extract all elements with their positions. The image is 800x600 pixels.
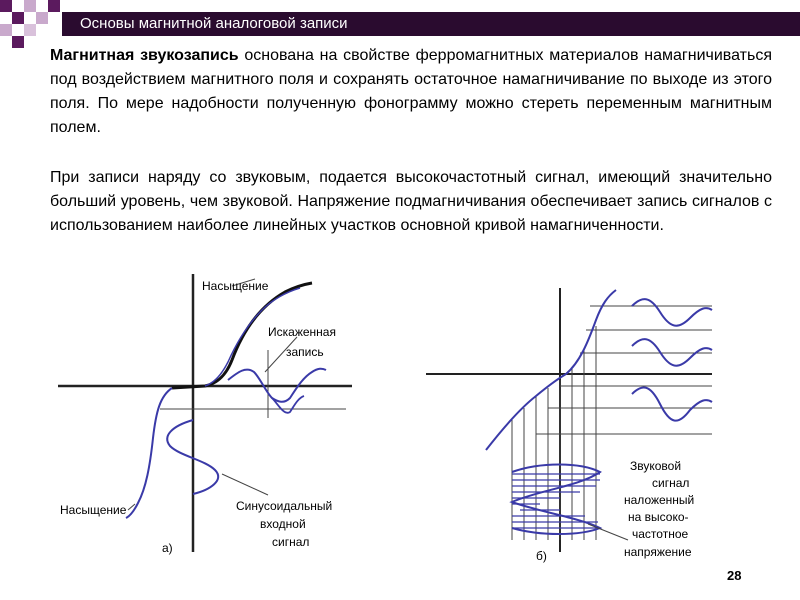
figure-a: [58, 274, 352, 555]
fig-a-label-sine-2: входной: [260, 517, 306, 531]
fig-a-label-sine-1: Синусоидальный: [236, 499, 333, 513]
fig-b-label-5: частотное: [632, 527, 689, 541]
fig-a-lower-curve: [126, 388, 172, 518]
fig-b-output-wave-3: [632, 387, 712, 420]
fig-b-caption: б): [536, 549, 547, 563]
fig-a-caption: а): [162, 541, 173, 555]
fig-b-output-wave-2: [632, 339, 712, 366]
fig-b-output-wave-1: [632, 299, 712, 326]
fig-a-label-sine-3: сигнал: [272, 535, 310, 549]
paragraph-lead: Магнитная звукозапись: [50, 47, 239, 64]
fig-b-modulated-signal: [512, 465, 600, 535]
fig-b-label-6: напряжение: [624, 545, 692, 559]
fig-a-label-distorted-1: Искаженная: [268, 325, 336, 339]
fig-b-label-4: на высоко-: [628, 510, 689, 524]
fig-b-pointer: [588, 524, 628, 540]
fig-a-label-saturation-top: Насыщение: [202, 279, 269, 293]
fig-b-label-3: наложенный: [624, 493, 695, 507]
fig-b-label-1: Звуковой: [630, 459, 682, 473]
paragraph-body-2: При записи наряду со звуковым, подается высокочастотный сигнал, имеющий значительно больший уровень, чем звуковой. Напряжение подмагничивания обеспечивает запись сигналов с использованием наиболее линейных участков основной кривой намагниченности.: [50, 169, 772, 234]
fig-a-label-distorted-2: запись: [286, 345, 324, 359]
paragraph-body: основана на свойстве ферромагнитных материалов намагничиваться под воздействием магнитного поля и сохранять остаточное намагничивание по выходе из этого поля. По мере надобности полученную фонограмму можно стереть переменным магнитным полем.: [50, 47, 772, 136]
slide-title: Основы магнитной аналоговой записи: [80, 15, 348, 32]
fig-b-label-2: сигнал: [652, 476, 690, 490]
fig-a-pointer-sine: [222, 474, 268, 495]
fig-b-vlines: [512, 326, 596, 540]
figure-b: [426, 288, 712, 563]
fig-a-label-saturation-bottom: Насыщение: [60, 503, 127, 517]
page-number: 28: [727, 568, 742, 583]
